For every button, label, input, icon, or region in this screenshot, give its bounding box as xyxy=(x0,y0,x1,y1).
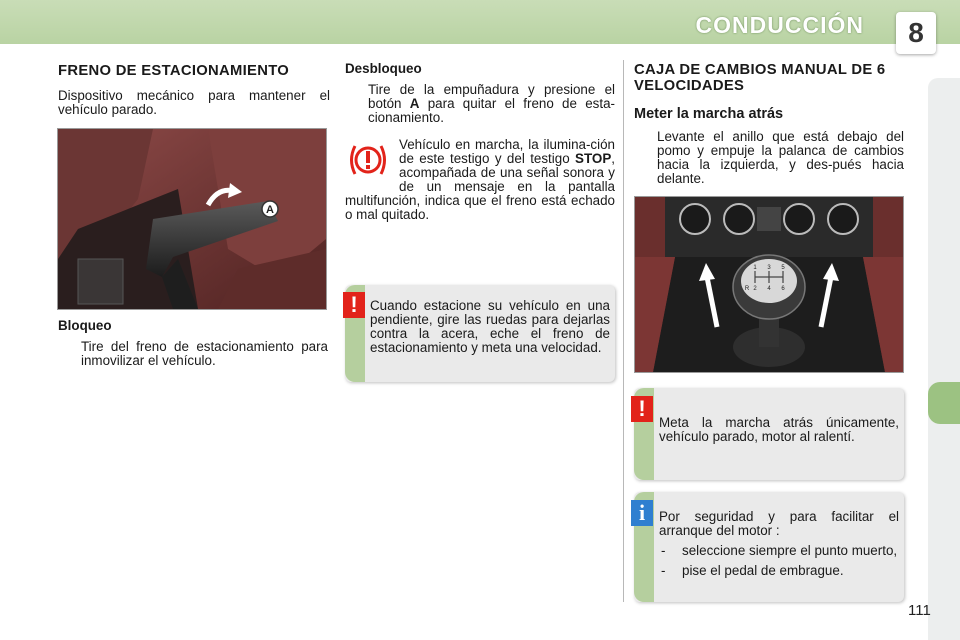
reverse-gear-warning-note: Meta la marcha atrás únicamente, vehículo parado, motor al ralentí. xyxy=(634,388,904,480)
unlock-subtitle: Desbloqueo xyxy=(345,61,422,76)
gear-label-3: 3 xyxy=(767,265,771,271)
chapter-number-tab: 8 xyxy=(896,12,936,54)
reverse-gear-subtitle: Meter la marcha atrás xyxy=(634,106,784,122)
info-list-item: - pise el pedal de embrague. xyxy=(661,563,844,578)
unlock-bullet: Tire de la empuñadura y presione el botón A para quitar el freno de esta-cionamiento. xyxy=(368,82,615,125)
page-number: 111 xyxy=(908,602,931,619)
info-icon: i xyxy=(631,500,653,526)
gear-label-1: 1 xyxy=(753,265,757,271)
reverse-gear-bullet: Levante el anillo que está debajo del pomo y empuje la palanca de cambios hacia la izquierda, y des-pués hacia delante. xyxy=(657,129,904,186)
parking-slope-note: Cuando estacione su vehículo en una pendiente, gire las ruedas para dejarlas contra la acera, eche el freno de estacionamiento y meta una velocidad. xyxy=(345,285,615,382)
gear-label-5: 5 xyxy=(781,265,785,271)
lock-subtitle: Bloqueo xyxy=(58,318,112,333)
engine-start-info-note xyxy=(634,492,904,602)
chapter-side-strip xyxy=(928,78,960,640)
lock-bullet: Tire del freno de estacionamiento para inmovilizar el vehículo. xyxy=(81,339,328,368)
warning-icon: ! xyxy=(343,292,365,318)
parking-brake-title: FRENO DE ESTACIONAMIENTO xyxy=(58,63,290,79)
gear-label-4: 4 xyxy=(767,286,771,292)
gearbox-title: CAJA DE CAMBIOS MANUAL DE 6 VELOCIDADES xyxy=(634,62,886,94)
gear-label-2: 2 xyxy=(753,286,757,292)
brake-warning-text: Vehículo en marcha, la ilumina-ción de este testigo y del testigo STOP, acompañada de una señal sonora y de un mensaje en la pantalla multifunción, indica que el freno está echado o mal quitado. xyxy=(345,137,615,222)
gear-label-r: R xyxy=(744,286,750,292)
info-intro: Por seguridad y para facilitar el arranque del motor : xyxy=(659,509,899,538)
button-a-label: A xyxy=(266,204,274,216)
chapter-title: CONDUCCIÓN xyxy=(695,12,864,38)
parking-brake-intro: Dispositivo mecánico para mantener el vehículo parado. xyxy=(58,88,330,117)
column-divider xyxy=(623,60,624,602)
gear-label-6: 6 xyxy=(781,286,785,292)
info-list-item: - seleccione siempre el punto muerto, xyxy=(661,543,898,558)
parking-brake-photo xyxy=(57,128,327,310)
gear-lever-photo xyxy=(634,196,904,373)
active-chapter-tab[interactable] xyxy=(928,382,960,424)
warning-icon: ! xyxy=(631,396,653,422)
